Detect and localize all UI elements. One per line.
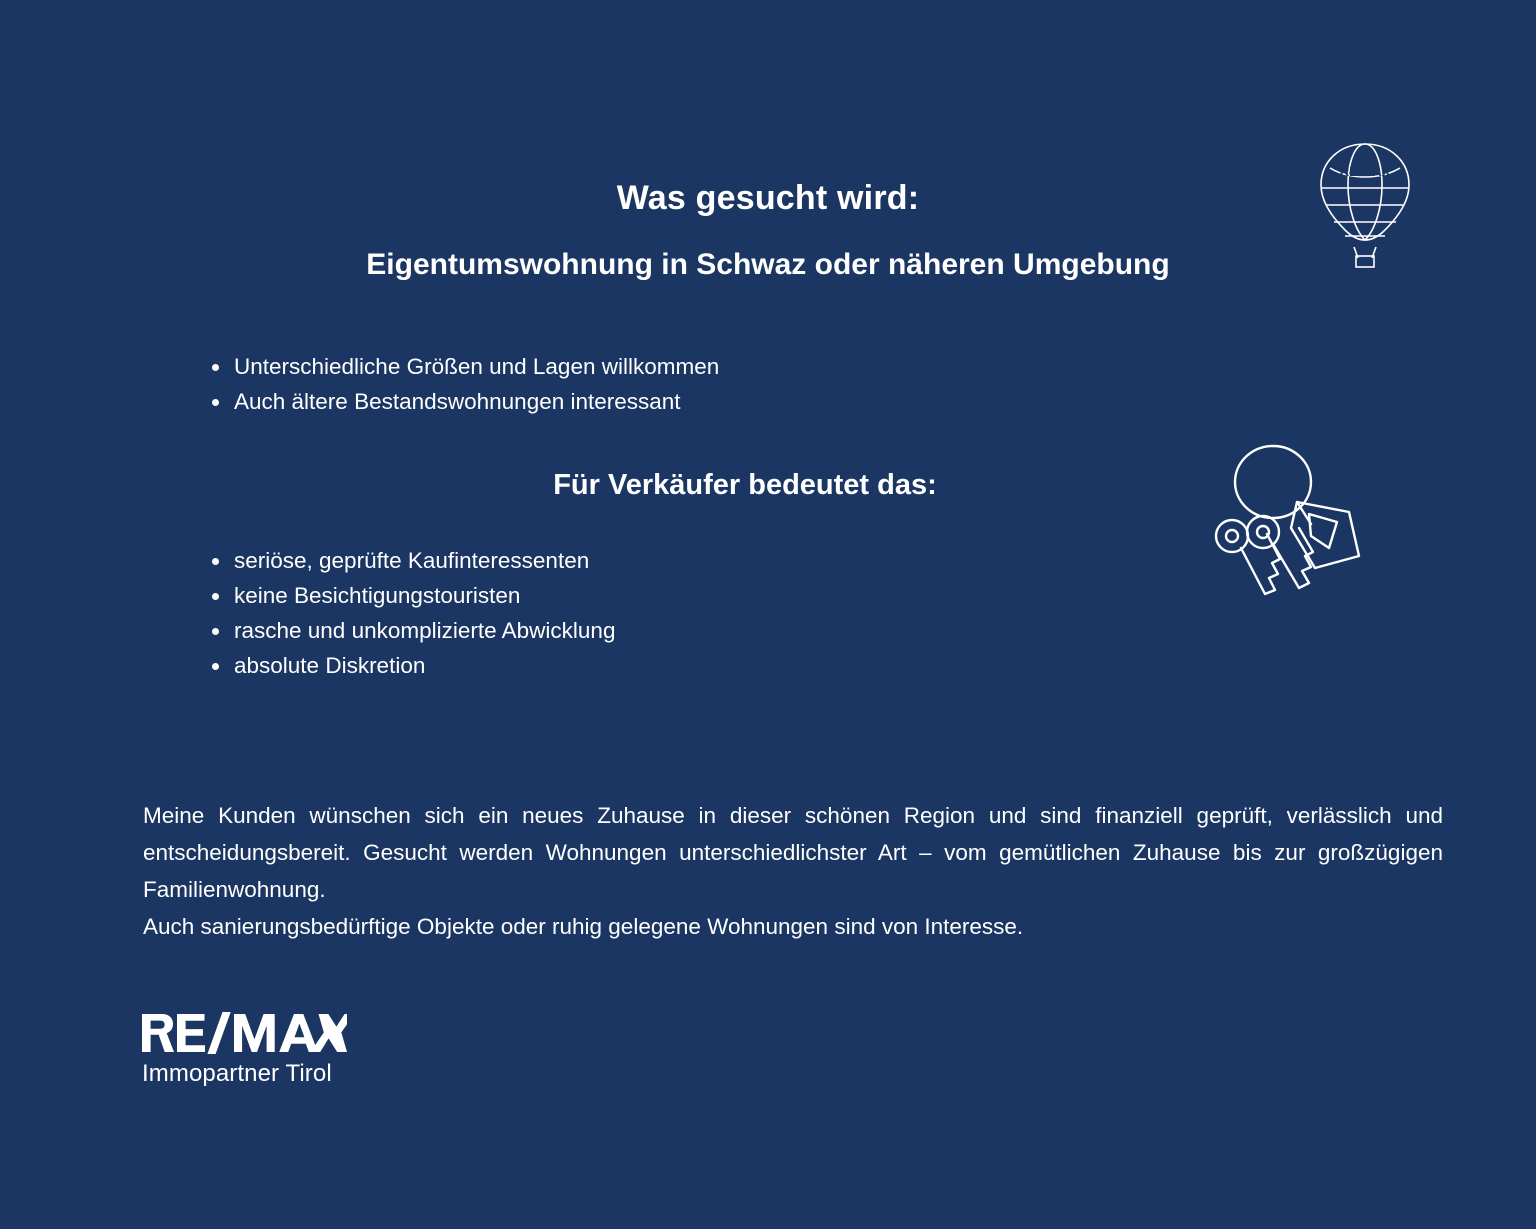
list-item: Auch ältere Bestandswohnungen interessant [212,384,719,419]
body-paragraph-2: Auch sanierungsbedürftige Objekte oder ruhig gelegene Wohnungen sind von Interesse. [143,914,1024,939]
search-criteria-list [212,349,719,419]
remax-wordmark-icon [142,1012,347,1054]
logo-block [142,1012,562,1088]
body-paragraph-1: Meine Kunden wünschen sich ein neues Zuhause in dieser schönen Region und sind finanziell geprüft, verlässlich und entscheidungsbereit. Gesucht werden Wohnungen unterschiedlichster Art – vom gemütlichen Zuhause bis zur großzügigen Familienwohnung. [143,803,1443,902]
list-item: seriöse, geprüfte Kaufinteressenten [212,543,615,578]
list-item: keine Besichtigungstouristen [212,578,615,613]
page-title: Was gesucht wird: [616,179,920,217]
seller-benefits-list [212,543,615,683]
seller-section-heading: Für Verkäufer bedeutet das: [553,469,937,501]
page-subtitle: Eigentumswohnung in Schwaz oder näheren Umgebung [366,247,1170,281]
keys-illustration-icon [1185,440,1385,655]
svg-text:RE/MAX: RE/MAX [1339,164,1391,179]
list-item: Unterschiedliche Größen und Lagen willkommen [212,349,719,384]
body-copy [143,797,1443,945]
hot-air-balloon-icon [1305,140,1425,275]
logo-tagline: Immopartner Tirol [142,1060,332,1087]
list-item: rasche und unkomplizierte Abwicklung [212,613,615,648]
list-item: absolute Diskretion [212,648,615,683]
